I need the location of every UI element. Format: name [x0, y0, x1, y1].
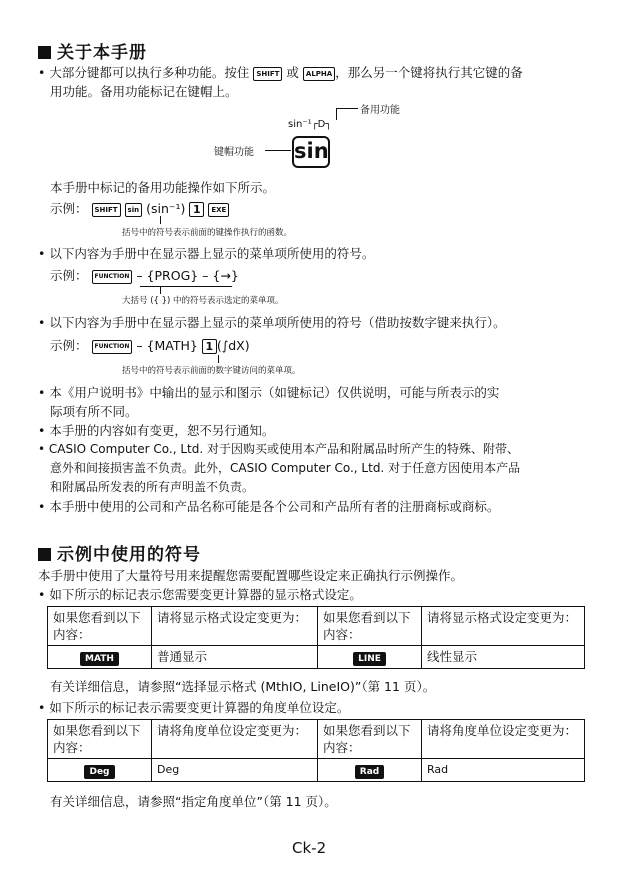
- table-header-row: [48, 607, 585, 646]
- alpha-key-icon: ALPHA: [303, 67, 335, 81]
- text: 以下内容为手册中在显示器上显示的菜单项所使用的符号（借助按数字键来执行）。: [49, 315, 506, 330]
- shift-key-icon: SHIFT: [253, 67, 282, 81]
- angle-unit-table: [47, 719, 585, 782]
- rad-badge-icon: Rad: [355, 765, 384, 779]
- heading-text: 示例中使用的符号: [57, 545, 201, 565]
- table-row: [48, 759, 585, 782]
- one-key-icon: 1: [202, 339, 217, 354]
- math-badge-icon: MATH: [80, 652, 119, 666]
- example-3-note: 括号中的符号表示前面的数字键访问的菜单项。: [122, 366, 301, 376]
- bullet-7: • 本手册中使用的公司和产品名称可能是各个公司和产品所有者的注册商标或商标。: [38, 499, 500, 514]
- bullet-1: • 大部分键都可以执行多种功能。按住 SHIFT 或 ALPHA ，那么另一个键将执行其它键的备: [38, 65, 523, 80]
- text: 以下内容为手册中在显示器上显示的菜单项所使用的符号。: [49, 246, 375, 261]
- table-header: 如果您看到以下内容：: [318, 720, 422, 759]
- text: 示例：: [50, 268, 88, 283]
- text: – {MATH}: [136, 338, 198, 353]
- text: 本手册中使用的公司和产品名称可能是各个公司和产品所有者的注册商标或商标。: [49, 499, 500, 514]
- bullet-2: • 以下内容为手册中在显示器上显示的菜单项所使用的符号。: [38, 246, 375, 261]
- example-1-note: 括号中的符号表示前面的键操作执行的函数。: [122, 228, 293, 238]
- bullet-4: • 本《用户说明书》中输出的显示和图示（如键标记）仅供说明，可能与所表示的实: [38, 385, 500, 400]
- bullet-1-cont: 用功能。备用功能标记在键帽上。: [50, 84, 238, 99]
- text: 如下所示的标记表示需要变更计算器的角度单位设定。: [49, 700, 350, 715]
- deg-badge-icon: Deg: [84, 765, 114, 779]
- section-heading-about: [38, 38, 147, 63]
- bullet-3: • 以下内容为手册中在显示器上显示的菜单项所使用的符号（借助按数字键来执行）。: [38, 315, 506, 330]
- page-number: Ck-2: [292, 839, 327, 857]
- section2-bullet-2: • 如下所示的标记表示需要变更计算器的角度单位设定。: [38, 700, 350, 715]
- bullet-5: • 本手册的内容如有变更，恕不另行通知。: [38, 423, 275, 438]
- text: 大部分键都可以执行多种功能。按住: [49, 65, 250, 80]
- section2-note-2: 有关详细信息，请参照“指定角度单位”（第 11 页）。: [50, 794, 337, 809]
- text: 本手册的内容如有变更，恕不另行通知。: [49, 423, 275, 438]
- text: CASIO Computer Co., Ltd. 对于因购买或使用本产品和附属品时所产生的特殊、附带、: [48, 442, 519, 456]
- text: 示例：: [50, 338, 88, 353]
- display-format-table: [47, 606, 585, 669]
- table-header: 如果您看到以下内容：: [48, 607, 152, 646]
- alt-function-text: sin⁻¹┌D┐: [288, 119, 332, 130]
- section2-note-1: 有关详细信息，请参照“选择显示格式 (MthIO, LineIO)”（第 11 页）。: [50, 679, 436, 694]
- table-header-row: [48, 720, 585, 759]
- square-bullet-icon: [38, 46, 51, 59]
- sin-key-icon: sin: [292, 136, 330, 168]
- section2-bullet-1: • 如下所示的标记表示您需要变更计算器的显示格式设定。: [38, 587, 362, 602]
- exe-key-icon: EXE: [208, 203, 229, 217]
- bullet-6-cont2: 和附属品所发表的所有声明盖不负责。: [50, 480, 255, 494]
- heading-text: 关于本手册: [57, 43, 147, 63]
- table-header: 如果您看到以下内容：: [318, 607, 422, 646]
- text: – {PROG} – {→}: [136, 268, 239, 283]
- example-1: [50, 199, 229, 218]
- text: (∫dX): [216, 338, 250, 353]
- table-header: 请将显示格式设定变更为：: [422, 607, 585, 646]
- table-header: 如果您看到以下内容：: [48, 720, 152, 759]
- text: 本《用户说明书》中输出的显示和图示（如键标记）仅供说明，可能与所表示的实: [49, 385, 500, 400]
- bullet-6: • CASIO Computer Co., Ltd. 对于因购买或使用本产品和附属品时所产生的特殊、附带、: [38, 442, 519, 456]
- table-cell: Rad: [422, 759, 585, 782]
- shift-key-icon: SHIFT: [92, 203, 121, 217]
- bullet-4-cont: 际项有所不同。: [50, 404, 138, 419]
- text: 或: [286, 65, 299, 80]
- one-key-icon: 1: [189, 202, 204, 217]
- function-key-icon: FUNCTION: [92, 270, 133, 284]
- sin-key-icon: sin: [125, 203, 143, 217]
- example-3: [50, 336, 250, 355]
- example-2-note: 大括号 ({ }) 中的符号表示选定的菜单项。: [122, 296, 284, 306]
- table-cell: [318, 646, 422, 669]
- keycap-function-label: 键帽功能: [214, 147, 254, 158]
- intro-text: 本手册中标记的备用功能操作如下所示。: [50, 180, 276, 195]
- table-row: [48, 646, 585, 669]
- square-bullet-icon: [38, 548, 51, 561]
- function-key-icon: FUNCTION: [92, 340, 133, 354]
- table-cell: Deg: [152, 759, 318, 782]
- table-header: 请将角度单位设定变更为：: [152, 720, 318, 759]
- table-cell: [48, 646, 152, 669]
- example-2: [50, 266, 239, 285]
- table-header: 请将显示格式设定变更为：: [152, 607, 318, 646]
- table-cell: 线性显示: [422, 646, 585, 669]
- table-header: 请将角度单位设定变更为：: [422, 720, 585, 759]
- table-cell: [318, 759, 422, 782]
- line-badge-icon: LINE: [353, 652, 386, 666]
- text: (sin⁻¹): [146, 201, 186, 216]
- table-cell: 普通显示: [152, 646, 318, 669]
- section-heading-symbols: [38, 540, 201, 565]
- alt-function-label: 备用功能: [360, 105, 400, 116]
- text: 如下所示的标记表示您需要变更计算器的显示格式设定。: [49, 587, 362, 602]
- bullet-6-cont: 意外和间接损害盖不负责。此外，CASIO Computer Co., Ltd. 对于任意方因使用本产品: [50, 461, 521, 475]
- section2-intro: 本手册中使用了大量符号用来提醒您需要配置哪些设定来正确执行示例操作。: [38, 568, 464, 583]
- text: 示例：: [50, 201, 88, 216]
- text: ，那么另一个键将执行其它键的备: [335, 65, 523, 80]
- table-cell: [48, 759, 152, 782]
